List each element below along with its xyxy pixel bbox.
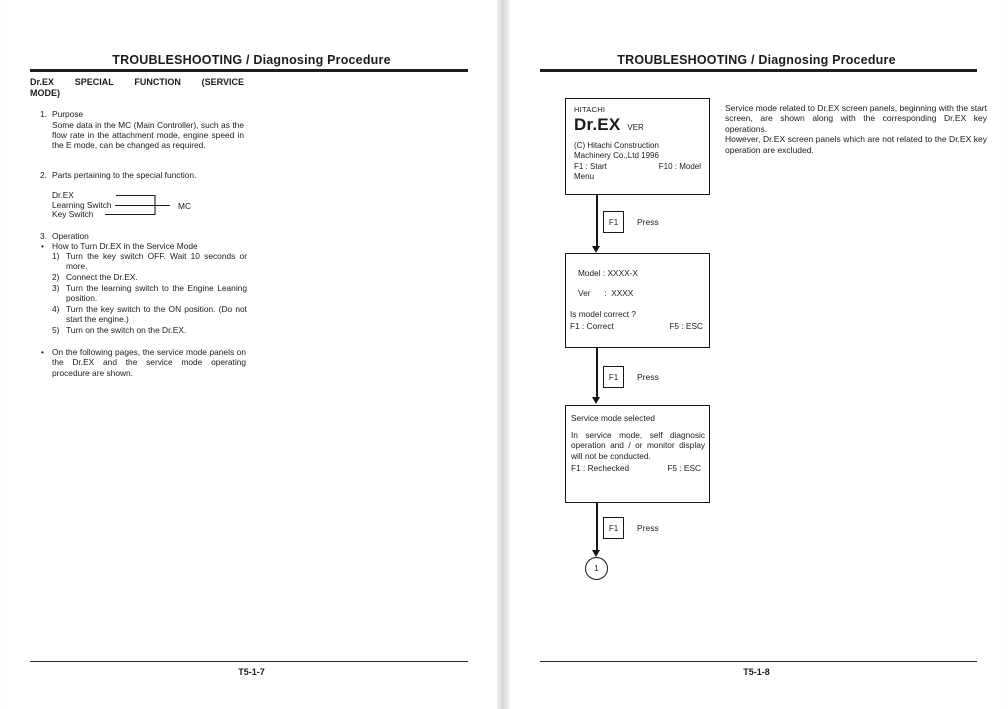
operation-steps [52, 251, 247, 336]
step-5 [52, 325, 247, 335]
item3-title: Operation [52, 231, 89, 241]
header-rule-right [540, 69, 977, 72]
intro-paragraph [725, 103, 987, 155]
section-title-line1: Dr.EX SPECIAL FUNCTION (SERVICE [30, 77, 244, 87]
flow-arrow-2-head [592, 397, 600, 404]
box1-f1-label: F1 : Start [574, 162, 607, 171]
page-number-right: T5-1-8 [743, 667, 770, 677]
item3-number: 3. [40, 231, 47, 241]
box1-f10-label: F10 : Model [658, 162, 701, 171]
item1-body: Some data in the MC (Main Controller), such as the flow rate in the attachment mode, engine speed in the E mode, can be changed as required. [52, 119, 244, 151]
step-5-number: 5) [52, 325, 60, 336]
box1-title-suffix: VER [627, 123, 644, 132]
step-1-number: 1) [52, 251, 60, 261]
box1-copyright [574, 141, 701, 161]
step-1-text: Turn the key switch OFF. Wait 10 seconds or more. [66, 251, 247, 272]
press-label-2: Press [637, 372, 659, 382]
press-label-3: Press [637, 523, 659, 533]
box1-function-keys [574, 162, 701, 172]
step-2-number: 2) [52, 272, 60, 283]
bullet2-marker: • [41, 347, 44, 357]
item1-number: 1. [40, 109, 47, 119]
box2-f1-label: F1 : Correct [570, 321, 614, 331]
intro-paragraph-2: However, Dr.EX screen panels which are not related to the Dr.EX key operation are excluded. [725, 134, 987, 155]
box1-copyright-line2: Machinery Co.,Ltd 1996 [574, 151, 659, 160]
flow-box-start-screen [565, 98, 710, 195]
page-left [6, 0, 497, 709]
item2-number: 2. [40, 170, 47, 180]
step-2-text: Connect the Dr.EX. [66, 272, 138, 283]
step-4 [52, 304, 247, 325]
box2-question: Is model correct ? [570, 309, 636, 319]
footer-rule-right [540, 661, 977, 662]
diagram-label-mc: MC [178, 200, 192, 211]
step-2 [52, 272, 247, 282]
page-header-right: TROUBLESHOOTING / Diagnosing Procedure [617, 53, 896, 67]
box1-copyright-line1: (C) Hitachi Construction [574, 141, 659, 150]
flow-arrow-2-line [596, 348, 598, 398]
header-rule-left [30, 69, 468, 72]
bullet1-marker: • [41, 241, 44, 251]
page-header-left: TROUBLESHOOTING / Diagnosing Procedure [112, 53, 391, 67]
bullet2-text: On the following pages, the service mode panels on the Dr.EX and the service mode operating procedure are shown. [52, 347, 246, 378]
step-1 [52, 251, 247, 272]
flow-box-service-mode [565, 405, 710, 503]
item2-title: Parts pertaining to the special function. [52, 170, 197, 180]
box1-title-row [574, 115, 701, 135]
step-4-text: Turn the key switch to the ON position. (Do not start the engine.) [66, 303, 247, 325]
page-gutter [497, 0, 510, 709]
f1-key-1: F1 [603, 211, 624, 233]
box1-menu-label-row [574, 172, 701, 182]
step-3-number: 3) [52, 282, 60, 293]
bullet1-text: How to Turn Dr.EX in the Service Mode [52, 241, 198, 251]
footer-rule-left [30, 661, 468, 662]
box3-function-keys [571, 463, 701, 473]
box2-function-keys [570, 321, 703, 331]
box3-f1-label: F1 : Rechecked [571, 463, 630, 473]
page-right [511, 0, 1002, 709]
box3-f5-label: F5 : ESC [667, 463, 701, 473]
flow-connector-1: 1 [585, 557, 608, 580]
page-number-left: T5-1-7 [238, 667, 265, 677]
flow-arrow-1-head [592, 246, 600, 253]
step-4-number: 4) [52, 303, 60, 314]
step-3-text: Turn the learning switch to the Engine Leaning position. [66, 282, 247, 304]
flow-arrow-1-line [596, 195, 598, 247]
box2-model-line: Model : XXXX-X [578, 268, 638, 278]
section-title [30, 77, 244, 98]
flow-box-model-confirm [565, 253, 710, 348]
step-3 [52, 283, 247, 304]
diagram-label-key-switch: Key Switch [52, 209, 94, 219]
f1-key-2: F1 [603, 366, 624, 388]
item1-title: Purpose [52, 109, 84, 119]
box2-f5-label: F5 : ESC [669, 321, 703, 331]
box1-brand: HITACHI [574, 105, 606, 114]
section-title-line2: MODE) [30, 87, 60, 98]
step-5-text: Turn on the switch on the Dr.EX. [66, 325, 187, 336]
f1-key-3: F1 [603, 517, 624, 539]
box1-title: Dr.EX [574, 115, 621, 134]
box3-body: In service mode, self diagnosic operation and / or monitor display will not be conducted. [571, 430, 705, 461]
flow-arrow-3-line [596, 503, 598, 551]
press-label-1: Press [637, 217, 659, 227]
intro-paragraph-1: Service mode related to Dr.EX screen panels, beginning with the start screen, are shown along with the corresponding Dr.EX key operations. [725, 103, 987, 134]
box3-title: Service mode selected [571, 413, 655, 423]
flow-arrow-3-head [592, 550, 600, 557]
box1-menu-label: Menu [574, 172, 595, 181]
diagram-label-learning-switch: Learning Switch [52, 199, 112, 210]
box2-ver-line: Ver : XXXX [578, 288, 634, 298]
diagram-label-drex: Dr.EX [52, 190, 74, 200]
